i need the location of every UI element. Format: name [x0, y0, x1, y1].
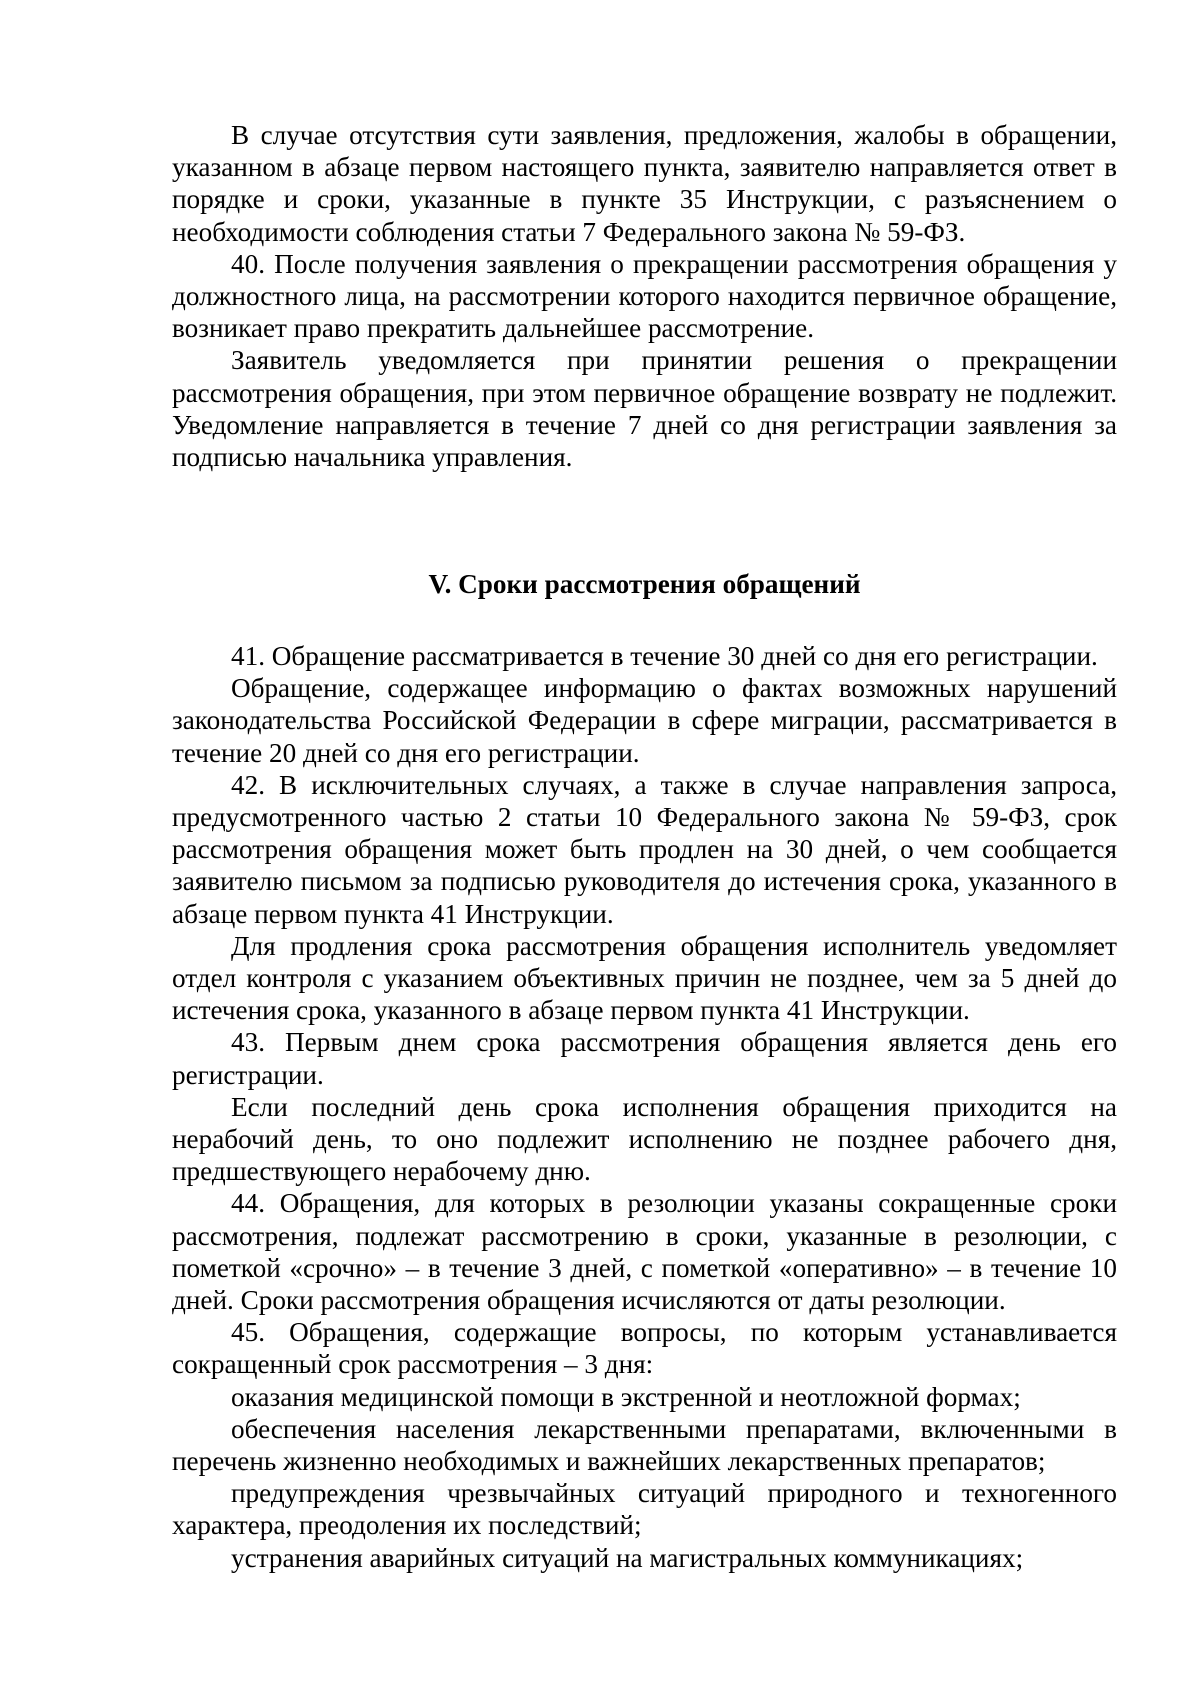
top-text-block	[172, 119, 1117, 473]
list-item-medical-care: оказания медицинской помощи в экстренной и неотложной формах;	[231, 1381, 1021, 1412]
paragraph-migration-violations: Обращение, содержащее информацию о фактах возможных нарушений законодательства Российской Федерации в сфере миграции, рассматривается в течение 20 дней со дня его регистрации.	[172, 673, 1117, 768]
paragraph-item-40: 40. После получения заявления о прекращении рассмотрения обращения у должностного лица, на рассмотрении которого находится первичное обращение, возникает право прекратить дальнейшее рассмотрение.	[172, 248, 1117, 344]
paragraph-applicant-notified: Заявитель уведомляется при принятии решения о прекращении рассмотрения обращения, при этом первичное обращение возврату не подлежит. Уведомление направляется в течение 7 дней со дня регистрации заявления за подписью начальника управления.	[172, 345, 1117, 473]
paragraph-extension-notice: Для продления срока рассмотрения обращения исполнитель уведомляет отдел контроля с указанием объективных причин не позднее, чем за 5 дней до истечения срока, указанного в абзаце первом пункта 41 Инструкции.	[172, 930, 1117, 1026]
paragraph-nonworking-day: Если последний день срока исполнения обращения приходится на нерабочий день, то оно подлежит исполнению не позднее рабочего дня, предшествующего нерабочему дню.	[172, 1091, 1117, 1187]
paragraph-item-45: 45. Обращения, содержащие вопросы, по которым устанавливается сокращенный срок рассмотрения – 3 дня:	[172, 1317, 1117, 1380]
list-item-utility-accidents: устранения аварийных ситуаций на магистральных коммуникациях;	[231, 1542, 1024, 1573]
paragraph-item-42: 42. В исключительных случаях, а также в случае направления запроса, предусмотренного частью 2 статьи 10 Федерального закона № 59-ФЗ, срок рассмотрения обращения может быть продлен на 30 дней, о чем сообщается заявителю письмом за подписью руководителя до истечения срока, указанного в абзаце первом пункта 41 Инструкции.	[172, 769, 1117, 929]
list-item-emergencies: предупреждения чрезвычайных ситуаций природного и техногенного характера, преодоления их последствий;	[172, 1478, 1117, 1541]
paragraph-item-43: 43. Первым днем срока рассмотрения обращения является день его регистрации.	[172, 1027, 1117, 1090]
paragraph-item-41: 41. Обращение рассматривается в течение 30 дней со дня его регистрации.	[231, 641, 1098, 671]
paragraph-missing-essence: В случае отсутствия сути заявления, предложения, жалобы в обращении, указанном в абзаце первом настоящего пункта, заявителю направляется ответ в порядке и сроки, указанные в пункте 35 Инструкции, с разъяснением о необходимости соблюдения статьи 7 Федерального закона № 59-ФЗ.	[172, 120, 1117, 247]
section-text-block	[172, 640, 1117, 1574]
section-heading: V. Сроки рассмотрения обращений	[428, 569, 861, 599]
paragraph-item-44: 44. Обращения, для которых в резолюции указаны сокращенные сроки рассмотрения, подлежат рассмотрению в сроки, указанные в резолюции, с пометкой «срочно» – в течение 3 дней, с пометкой «оперативно» – в течение 10 дней. Сроки рассмотрения обращения исчисляются от даты резолюции.	[172, 1188, 1117, 1316]
list-item-medicines: обеспечения населения лекарственными препаратами, включенными в перечень жизненно необходимых и важнейших лекарственных препаратов;	[172, 1413, 1117, 1477]
